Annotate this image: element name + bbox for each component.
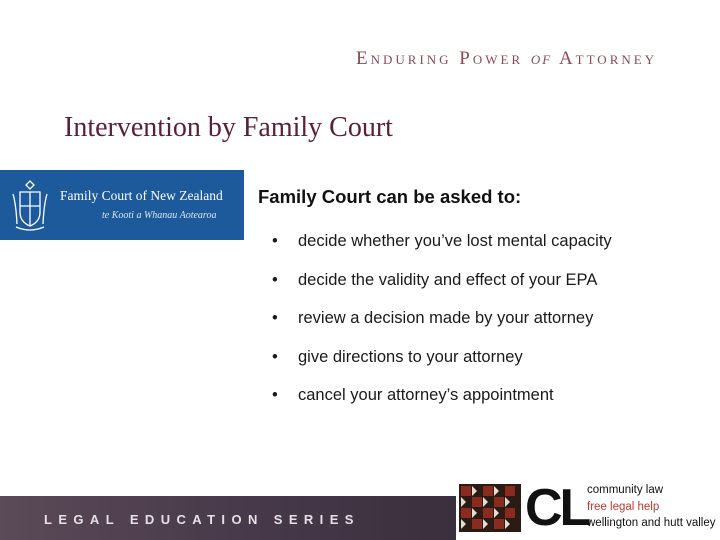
bullet-icon: • xyxy=(272,232,278,250)
woven-pattern-icon xyxy=(459,484,521,532)
list-item xyxy=(272,348,612,387)
family-court-logo xyxy=(0,170,244,240)
family-court-name: Family Court of New Zealand xyxy=(60,188,223,203)
family-court-maori-name: te Kooti a Whanau Aotearoa xyxy=(102,210,217,221)
bullet-icon: • xyxy=(272,386,278,404)
list-item-text: give directions to your attorney xyxy=(298,347,523,366)
series-header xyxy=(356,48,657,70)
list-item-text: cancel your attorney’s appointment xyxy=(298,386,554,404)
list-item xyxy=(272,232,612,271)
cl-line-region: wellington and hutt valley xyxy=(587,517,716,529)
series-header-part1: Enduring Power xyxy=(356,48,524,69)
legal-education-series-band xyxy=(0,496,456,540)
bullet-icon: • xyxy=(272,270,278,289)
list-item xyxy=(272,309,612,348)
nz-coat-of-arms-icon xyxy=(8,178,52,232)
list-item-text: decide the validity and effect of your EPA xyxy=(298,270,598,289)
intro-text: Family Court can be asked to: xyxy=(258,186,522,207)
community-law-logo xyxy=(459,479,717,537)
bullet-icon: • xyxy=(272,309,278,327)
slide-title: Intervention by Family Court xyxy=(64,112,393,143)
list-item xyxy=(272,386,612,425)
powers-list xyxy=(272,232,612,425)
series-header-of: of xyxy=(530,48,553,69)
list-item-text: decide whether you’ve lost mental capacity xyxy=(298,232,612,250)
list-item xyxy=(272,271,612,310)
series-band-label: LEGAL EDUCATION SERIES xyxy=(44,512,360,527)
cl-line-free-legal-help: free legal help xyxy=(587,501,660,513)
series-header-part2: Attorney xyxy=(558,48,658,69)
cl-mark: CL xyxy=(525,479,589,537)
cl-line-community-law: community law xyxy=(587,484,664,496)
bullet-icon: • xyxy=(272,347,278,366)
list-item-text: review a decision made by your attorney xyxy=(298,309,594,327)
